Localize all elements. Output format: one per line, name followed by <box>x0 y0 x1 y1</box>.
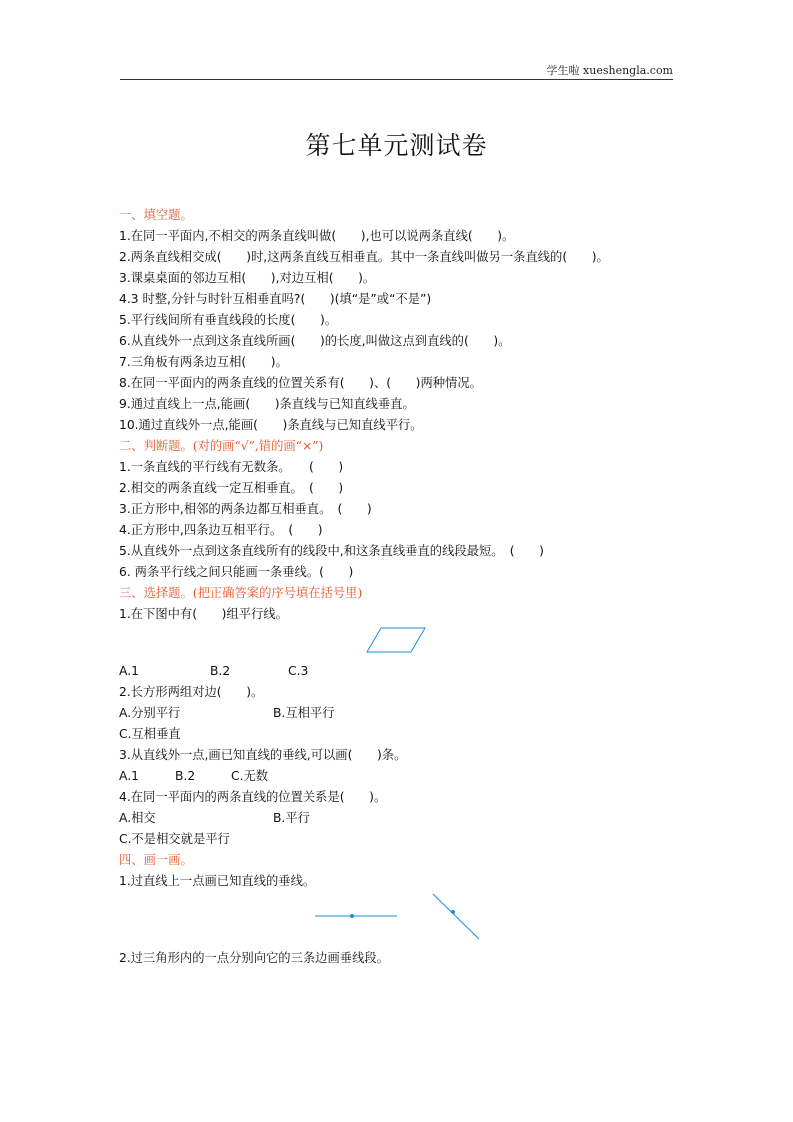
fill-question-8: 8.在同一平面内的两条直线的位置关系有( )、( )两种情况。 <box>119 376 482 390</box>
section-1-heading: 一、填空题。 <box>119 208 193 222</box>
choice-question-3: 3.从直线外一点,画已知直线的垂线,可以画( )条。 <box>119 748 407 762</box>
site-name: 学生啦 xueshengla.com <box>546 64 673 77</box>
section-2-heading: 二、判断题。(对的画“√”,错的画“×”) <box>119 439 324 453</box>
choice-question-1: 1.在下图中有( )组平行线。 <box>119 607 288 621</box>
fill-question-10: 10.通过直线外一点,能画( )条直线与已知直线平行。 <box>119 418 423 432</box>
judge-question-3: 3.正方形中,相邻的两条边都互相垂直。 ( ) <box>119 502 372 516</box>
option-a: A.相交 <box>119 811 156 825</box>
option-a: A.1 <box>119 769 139 783</box>
fill-question-5: 5.平行线间所有垂直线段的长度( )。 <box>119 313 338 327</box>
judge-question-4: 4.正方形中,四条边互相平行。 ( ) <box>119 523 323 537</box>
fill-question-6: 6.从直线外一点到这条直线所画( )的长度,叫做这点到直线的( )。 <box>119 334 511 348</box>
choice-question-2: 2.长方形两组对边( )。 <box>119 685 264 699</box>
header-divider <box>120 79 673 80</box>
choice-question-3-options <box>119 766 679 787</box>
option-a: A.1 <box>119 664 139 678</box>
option-c: C.无数 <box>231 769 269 783</box>
fill-question-9: 9.通过直线上一点,能画( )条直线与已知直线垂直。 <box>119 397 415 411</box>
judge-question-2: 2.相交的两条直线一定互相垂直。 ( ) <box>119 481 344 495</box>
choice-question-4: 4.在同一平面内的两条直线的位置关系是( )。 <box>119 790 387 804</box>
fill-question-7: 7.三角板有两条边互相( )。 <box>119 355 288 369</box>
fill-question-1: 1.在同一平面内,不相交的两条直线叫做( ),也可以说两条直线( )。 <box>119 229 515 243</box>
parallelogram-shape <box>367 628 425 652</box>
point-on-horizontal-line <box>350 914 354 918</box>
choice-question-2-options <box>119 703 679 724</box>
fill-question-2: 2.两条直线相交成( )时,这两条直线互相垂直。其中一条直线叫做另一条直线的( )。 <box>119 250 609 264</box>
option-b: B.2 <box>175 769 196 783</box>
judge-question-6: 6. 两条平行线之间只能画一条垂线。( ) <box>119 565 354 579</box>
judge-question-5: 5.从直线外一点到这条直线所有的线段中,和这条直线垂直的线段最短。 ( ) <box>119 544 544 558</box>
section-4-heading: 四、画一画。 <box>119 853 193 867</box>
draw-question-2: 2.过三角形内的一点分别向它的三条边画垂线段。 <box>119 951 389 965</box>
point-on-slanted-line <box>451 910 455 914</box>
choice-question-1-options <box>119 661 679 682</box>
judge-question-1: 1.一条直线的平行线有无数条。 ( ) <box>119 460 344 474</box>
option-b: B.平行 <box>273 811 310 825</box>
option-a: A.分别平行 <box>119 706 181 720</box>
option-c: C.不是相交就是平行 <box>119 832 230 846</box>
option-c: C.3 <box>288 664 309 678</box>
option-c: C.互相垂直 <box>119 727 181 741</box>
option-b: B.2 <box>210 664 231 678</box>
choice-question-4-options <box>119 808 679 829</box>
parallelogram-figure <box>119 625 679 661</box>
line-figures <box>119 892 679 948</box>
page-title: 第七单元测试卷 <box>305 131 488 160</box>
exam-content <box>119 205 679 969</box>
section-3-heading: 三、选择题。(把正确答案的序号填在括号里) <box>119 586 363 600</box>
option-b: B.互相平行 <box>273 706 335 720</box>
slanted-line <box>433 894 479 939</box>
fill-question-4: 4.3 时整,分针与时针互相垂直吗?( )(填“是”或“不是”) <box>119 292 432 306</box>
fill-question-3: 3.课桌桌面的邻边互相( ),对边互相( )。 <box>119 271 376 285</box>
draw-question-1: 1.过直线上一点画已知直线的垂线。 <box>119 874 316 888</box>
